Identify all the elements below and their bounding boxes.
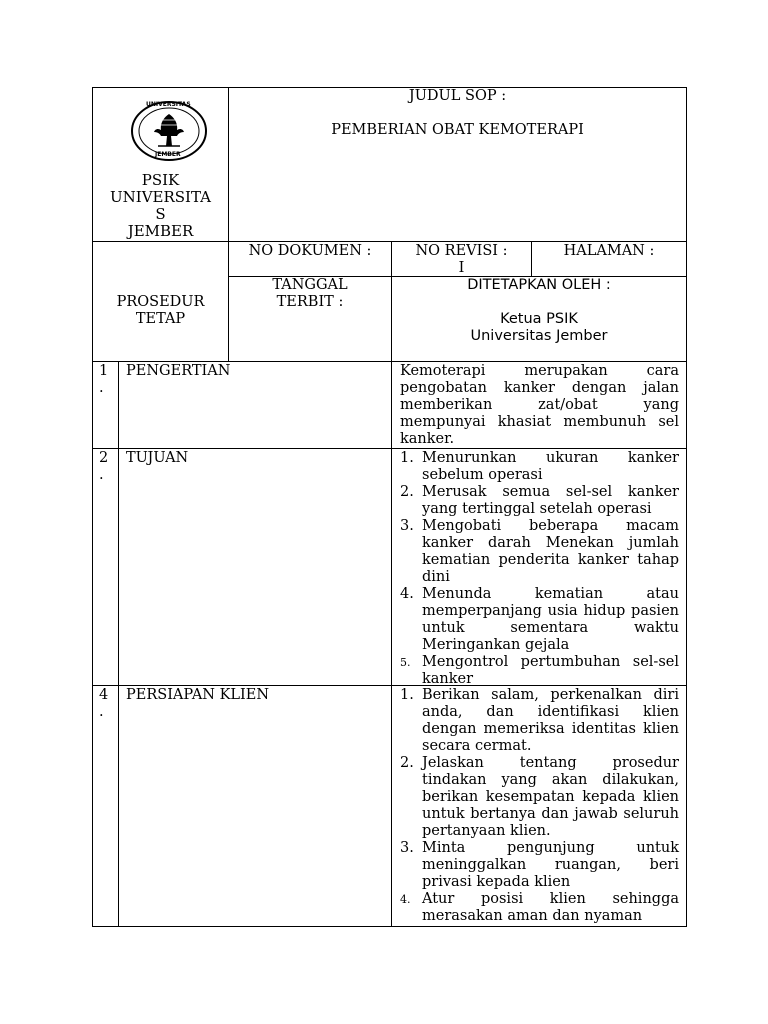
list-item-text: Merusak semua sel-sel kanker yang tertinggal setelah operasi xyxy=(422,484,679,517)
halaman-label: HALAMAN : xyxy=(563,243,655,259)
list-item-text: Menurunkan ukuran kanker sebelum operasi xyxy=(422,450,679,483)
row-divider xyxy=(92,448,687,449)
section-number: 1 xyxy=(99,363,109,379)
institution-line-2: UNIVERSITA xyxy=(110,188,211,206)
list-item-number: 4. xyxy=(400,586,414,602)
list-item-number: 2. xyxy=(400,755,414,771)
list-item-text: Berikan salam, perkenalkan diri anda, dan identifikasi klien dengan memeriksa identitas klien secara cermat. xyxy=(422,687,679,754)
list-item-text: Mengontrol pertumbuhan sel-sel kanker xyxy=(422,654,679,687)
list-item-text: Atur posisi klien sehingga merasakan aman dan nyaman xyxy=(422,891,679,924)
list-item xyxy=(392,687,679,755)
no-dokumen-label: NO DOKUMEN : xyxy=(248,243,372,259)
ditetapkan-value-1: Ketua PSIK xyxy=(500,311,578,327)
list-item xyxy=(392,450,679,484)
logo-text-top: UNIVERSITAS xyxy=(146,101,191,108)
section-number: 4 xyxy=(99,687,109,703)
no-revisi-value: I xyxy=(458,260,465,276)
section-title-tujuan: TUJUAN xyxy=(126,450,189,466)
section-number-dot: . xyxy=(99,704,104,720)
section-title-pengertian: PENGERTIAN xyxy=(126,363,231,379)
table-border-bottom xyxy=(92,926,687,927)
row-divider xyxy=(92,241,687,242)
row-divider xyxy=(92,361,687,362)
section-title-persiapan-klien: PERSIAPAN KLIEN xyxy=(126,687,270,703)
prosedur-line-1: PROSEDUR xyxy=(116,294,205,310)
list-item xyxy=(392,755,679,840)
list-item-text: Minta pengunjung untuk meninggalkan ruangan, beri privasi kepada klien xyxy=(422,840,679,890)
table-border-right xyxy=(686,87,687,927)
prosedur-line-2: TETAP xyxy=(135,311,186,327)
tanggal-terbit-line-1: TANGGAL xyxy=(272,277,348,293)
pengertian-text: Kemoterapi merupakan cara pengobatan kanker dengan jalan memberikan zat/obat yang mempunyai khasiat membunuh sel kanker. xyxy=(400,363,679,447)
persiapan-klien-list xyxy=(392,687,679,925)
tanggal-terbit-line-2: TERBIT : xyxy=(276,294,344,310)
list-item-number: 4. xyxy=(400,893,411,906)
list-item xyxy=(392,891,679,925)
list-item-number: 5. xyxy=(400,656,411,669)
logo-text-bottom: JEMBER xyxy=(155,151,181,158)
institution-line-1: PSIK xyxy=(141,171,180,189)
section-number-dot: . xyxy=(99,380,104,396)
list-item-number: 2. xyxy=(400,484,414,500)
ditetapkan-value-2: Universitas Jember xyxy=(470,328,608,344)
judul-value: PEMBERIAN OBAT KEMOTERAPI xyxy=(331,122,584,138)
col-divider xyxy=(118,361,119,927)
judul-label: JUDUL SOP : xyxy=(408,88,507,104)
list-item-number: 3. xyxy=(400,518,414,534)
tujuan-list xyxy=(392,450,679,688)
institution-line-3: S xyxy=(155,205,166,223)
list-item xyxy=(392,484,679,518)
list-item-number: 1. xyxy=(400,687,414,703)
list-item-number: 1. xyxy=(400,450,414,466)
list-item-text: Menunda kematian atau memperpanjang usia hidup pasien untuk sementara waktu Meringankan gejala xyxy=(422,586,679,653)
list-item-text: Mengobati beberapa macam kanker darah Menekan jumlah kematian penderita kanker tahap dini xyxy=(422,518,679,585)
section-number-dot: . xyxy=(99,467,104,483)
no-revisi-label: NO REVISI : xyxy=(415,243,508,259)
institution-line-4: JEMBER xyxy=(127,222,194,240)
list-item xyxy=(392,654,679,688)
list-item-text: Jelaskan tentang prosedur tindakan yang akan dilakukan, berikan kesempatan kepada klien untuk bertanya dan jawab seluruh pertanyaan klien. xyxy=(422,755,679,839)
list-item xyxy=(392,518,679,586)
list-item xyxy=(392,840,679,891)
section-number: 2 xyxy=(99,450,109,466)
ditetapkan-label: DITETAPKAN OLEH : xyxy=(467,277,611,293)
list-item xyxy=(392,586,679,654)
list-item-number: 3. xyxy=(400,840,414,856)
